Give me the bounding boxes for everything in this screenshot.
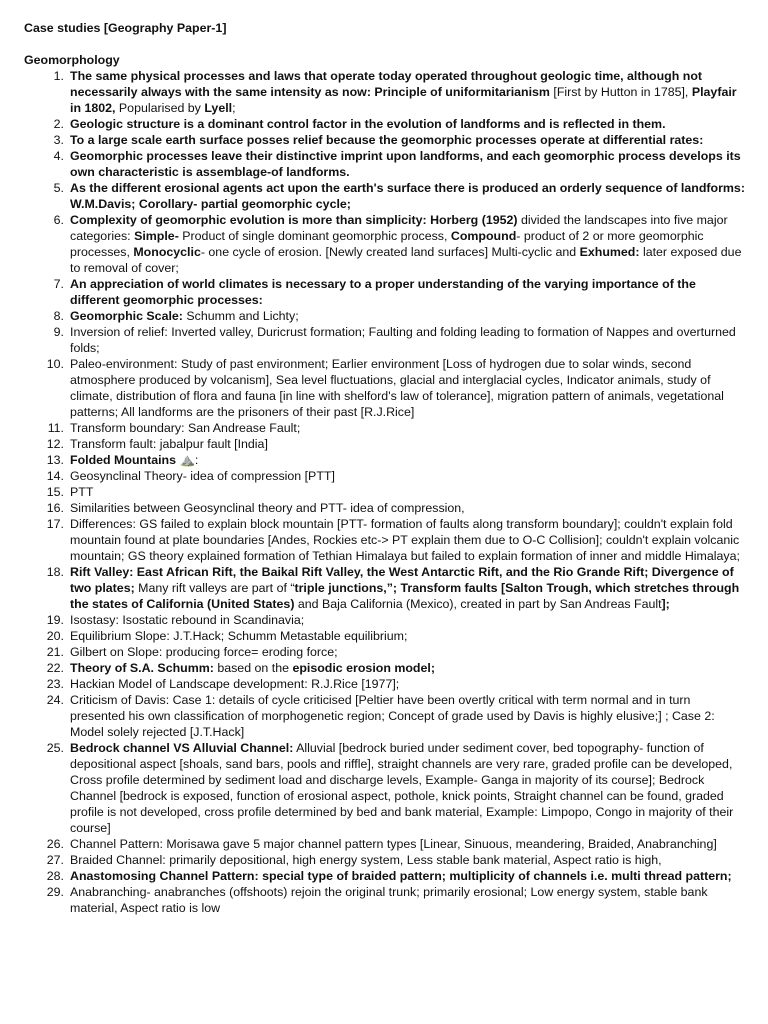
list-item-number: 18. (46, 565, 64, 579)
body-text: divided the landscapes into five major categories: (70, 213, 728, 243)
bold-text: episodic erosion model; (292, 661, 435, 675)
list-item-number: 24. (46, 693, 64, 707)
body-text: Channel Pattern: Morisawa gave 5 major channel pattern types [Linear, Sinuous, meandering, Braided, Anabranching] (70, 837, 717, 851)
body-text: Schumm and Lichty; (182, 309, 299, 323)
list-item (24, 276, 746, 308)
list-item (24, 468, 746, 484)
body-text: Geosynclinal Theory- idea of compression [PTT] (70, 469, 335, 483)
bold-text: Lyell (204, 101, 233, 115)
body-text: Differences: GS failed to explain block mountain [PTT- formation of faults along transform boundary]; couldn't explain fold mountain found at plate boundaries [Andes, Rockies etc-> PT explain them due to O-C Collision]; couldn't explain volcanic mountain; GS theory explained formation of Tethian Himalaya but failed to explain formation of inner and middle Himalaya; (70, 517, 740, 563)
body-text: Inversion of relief: Inverted valley, Duricrust formation; Faulting and folding leading to formation of Nappes and overturned folds; (70, 325, 736, 355)
bold-text: Theory of S.A. Schumm: (70, 661, 214, 675)
bold-text: Rift Valley: East African Rift, the Baikal Rift Valley, the West Antarctic Rift, and the Rio Grande Rift; Divergence of two plates; (70, 565, 734, 595)
body-text: Anabranching- anabranches (offshoots) rejoin the original trunk; primarily erosional; Low energy system, stable bank material, Aspect ratio is low (70, 885, 708, 915)
list-item-number: 10. (46, 357, 64, 371)
list-item-number: 23. (46, 677, 64, 691)
body-text: Equilibrium Slope: J.T.Hack; Schumm Metastable equilibrium; (70, 629, 408, 643)
list-item (24, 148, 746, 180)
list-item (24, 564, 746, 612)
list-item (24, 500, 746, 516)
list-item-number: 8. (53, 309, 64, 323)
body-text: [First by Hutton in 1785], (549, 85, 692, 99)
bold-text: To a large scale earth surface posses relief because the geomorphic processes operate at differential rates: (70, 133, 704, 147)
list-item-number: 29. (46, 885, 64, 899)
list-item (24, 868, 746, 884)
bold-text: An appreciation of world climates is necessary to a proper understanding of the varying importance of the different geomorphic processes: (70, 277, 696, 307)
list-item-number: 20. (46, 629, 64, 643)
body-text: ; (232, 101, 236, 115)
list-item (24, 644, 746, 660)
bold-text: Complexity of geomorphic evolution is more than simplicity: Horberg (1952) (70, 213, 518, 227)
body-text: ⛰️ (176, 453, 195, 467)
list-item-number: 28. (46, 869, 64, 883)
list-item-number: 22. (46, 661, 64, 675)
list-item (24, 852, 746, 868)
bold-text: Geomorphic Scale: (70, 309, 183, 323)
list-item (24, 132, 746, 148)
bold-text: triple junctions,”; Transform faults [Salton Trough, which stretches through the states of California (United States) (70, 581, 740, 611)
body-text: Hackian Model of Landscape development: R.J.Rice [1977]; (70, 677, 400, 691)
list-item-number: 21. (46, 645, 64, 659)
body-text: Popularised by (115, 101, 205, 115)
body-text: Transform fault: jabalpur fault [India] (70, 437, 268, 451)
bold-text: Geomorphic processes leave their distinctive imprint upon landforms, and each geomorphic process develops its own characteristic is assemblage-of landforms. (70, 149, 741, 179)
bold-text: Geologic structure is a dominant control factor in the evolution of landforms and is reflected in them. (70, 117, 666, 131)
list-item-number: 12. (46, 437, 64, 451)
list-item (24, 692, 746, 740)
list-item (24, 884, 746, 916)
list-item (24, 628, 746, 644)
list-item (24, 68, 746, 116)
list-item-number: 27. (46, 853, 64, 867)
body-text: Paleo-environment: Study of past environment; Earlier environment [Loss of hydrogen due to solar winds, second atmosphere produced by volcanism], Sea level fluctuations, glacial and interglacial cycles, Indicator animals, study of climate, distribution of flora and fauna [in line with shelford's law of tolerance], migration pattern of animals, vegetational patterns; All landforms are the prisoners of their past [R.J.Rice] (70, 357, 724, 419)
body-text: Isostasy: Isostatic rebound in Scandinavia; (70, 613, 305, 627)
bold-text: Folded Mountains (70, 453, 176, 467)
list-item-number: 11. (47, 421, 64, 435)
body-text: - one cycle of erosion. [Newly created land surfaces] Multi-cyclic and (200, 245, 580, 259)
list-item (24, 436, 746, 452)
list-item-number: 2. (53, 117, 64, 131)
list-item (24, 836, 746, 852)
list-item (24, 212, 746, 276)
body-text: Alluvial [bedrock buried under sediment cover, bed topography- function of depositional aspect [shoals, sand bars, pools and riffle], straight channels are very rare, graded profile can be developed, Cross profile determined by sediment load and discharge levels, Example- Ganga in majority of its course]; Bedrock Channel [bedrock is exposed, function of erosional aspect, pothole, knick points, Straight channel can be found, graded profile is not developed, cross profile determined by bed and bank material, Example: Limpopo, Congo in majority of their course] (70, 741, 734, 835)
bold-text: Bedrock channel VS Alluvial Channel: (70, 741, 294, 755)
list-item-number: 16. (46, 501, 64, 515)
list-item-number: 19. (46, 613, 64, 627)
body-text: and Baja California (Mexico), created in part by San Andreas Fault (294, 597, 662, 611)
list-item (24, 308, 746, 324)
body-text: Transform boundary: San Andrease Fault; (70, 421, 301, 435)
document-title: Case studies [Geography Paper-1] (24, 21, 227, 35)
list-item (24, 484, 746, 500)
list-item-number: 4. (53, 149, 64, 163)
bold-text: Exhumed: (579, 245, 640, 259)
bold-text: Monocyclic (133, 245, 201, 259)
list-item-number: 13. (46, 453, 64, 467)
body-text: - product of 2 or more geomorphic processes, (70, 229, 704, 259)
body-text: Product of single dominant geomorphic process, (178, 229, 451, 243)
list-item-number: 5. (53, 181, 64, 195)
bold-text: Simple- (134, 229, 179, 243)
list-item (24, 676, 746, 692)
body-text: : (194, 453, 199, 467)
bold-text: Anastomosing Channel Pattern: special type of braided pattern; multiplicity of channels i.e. multi thread pattern; (70, 869, 732, 883)
bold-text: The same physical processes and laws that operate today operated throughout geologic time, although not necessarily always with the same intensity as now: Principle of uniformitarianism (70, 69, 703, 99)
body-text: Many rift valleys are part of “ (134, 581, 295, 595)
list-item-number: 7. (53, 277, 64, 291)
list-item (24, 516, 746, 564)
list-item (24, 116, 746, 132)
body-text: based on the (213, 661, 293, 675)
bold-text: Compound (450, 229, 517, 243)
list-item (24, 452, 746, 468)
body-text: PTT (70, 485, 94, 499)
bold-text: As the different erosional agents act upon the earth's surface there is produced an orderly sequence of landforms: W.M.Davis; Corollary- partial geomorphic cycle; (70, 181, 745, 211)
body-text: later exposed due to removal of cover; (70, 245, 742, 275)
list-item-number: 15. (46, 485, 64, 499)
body-text: Criticism of Davis: Case 1: details of cycle criticised [Peltier have been overtly critical with term normal and in turn presented his own classification of morphogenetic region; Concept of grade used by Davis is highly elusive;] ; Case 2: Model solely rejected [J.T.Hack] (70, 693, 715, 739)
bold-text: Playfair in 1802, (70, 85, 737, 115)
list-item (24, 612, 746, 628)
list-item (24, 180, 746, 212)
list-item-number: 26. (46, 837, 64, 851)
list-item-number: 17. (46, 517, 64, 531)
body-text: Gilbert on Slope: producing force= eroding force; (70, 645, 338, 659)
bold-text: ]; (661, 597, 670, 611)
body-text: Braided Channel: primarily depositional, high energy system, Less stable bank material, Aspect ratio is high, (70, 853, 662, 867)
list-item-number: 6. (53, 213, 64, 227)
list-item-number: 14. (46, 469, 64, 483)
list-item (24, 356, 746, 420)
numbered-list (24, 68, 746, 916)
list-item-number: 25. (46, 741, 64, 755)
list-item (24, 740, 746, 836)
list-item (24, 420, 746, 436)
body-text: Similarities between Geosynclinal theory and PTT- idea of compression, (70, 501, 465, 515)
list-item (24, 324, 746, 356)
list-item (24, 660, 746, 676)
list-item-number: 9. (53, 325, 64, 339)
list-item-number: 1. (53, 69, 64, 83)
section-title: Geomorphology (24, 53, 120, 67)
list-item-number: 3. (53, 133, 64, 147)
